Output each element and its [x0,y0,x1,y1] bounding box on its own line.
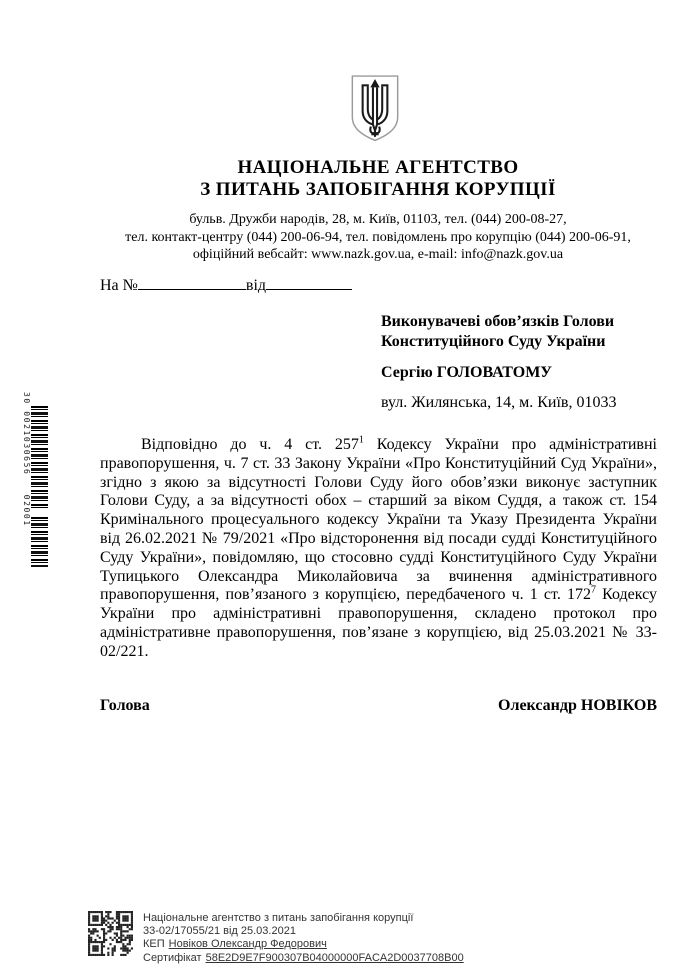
body-part3: Кодексу України про адміністративні правопорушення, складено протокол про адміністративне правопорушення, пов’язане з корупцією, від 25.03.2021 № 33-02/221. [100,586,658,660]
org-title [103,157,653,201]
org-address-line1: бульв. Дружби народів, 28, м. Київ, 01103, тел. (044) 200-08-27, [189,212,567,227]
stamp-signer [143,938,464,951]
org-title-line2: З ПИТАНЬ ЗАПОБІГАННЯ КОРУПЦІЇ [200,179,556,200]
org-address-line2: тел. контакт-центру (044) 200-06-94, тел. повідомлень про корупцію (044) 200-06-91, [125,229,631,245]
org-address-line3: офіційний вебсайт: www.nazk.gov.ua, e-mail: info@nazk.gov.ua [192,247,564,262]
recipient-name: Сергію ГОЛОВАТОМУ [381,364,553,381]
signer-position: Голова [100,697,150,714]
barcode-bars [31,406,48,568]
reference-no-label: На № [100,277,138,294]
stamp-org-name: Національне агентство з питань запобігання корупції [143,912,414,924]
recipient-title-line2: Конституційного Суду України [381,333,606,350]
signature-row [100,697,657,715]
barcode-segment-1 [31,406,48,510]
body-part2: Кодексу України про адміністративні правопорушення, ч. 7 ст. 33 Закону України «Про Конституційний Суд України», згідно з якою за відсутності Голови Суду його обов’язки виконує заступник Голови Суду, а за відсутності обох – старший за віком Суддя, а також ст. 154 Кримінального процесуального кодексу України та Указу Президента України від 26.02.2021 № 79/2021 «Про відсторонення від посади судді Конституційного Суду України», повідомляю, що стосовно судді Конституційного Суду України Тупицького Олександра Миколайовича за вчинення адміністративного правопорушення, пов’язаного з корупцією, передбаченого ч. 1 ст. 172 [100,436,657,604]
reference-no-blank [138,274,246,290]
recipient-title-line1: Виконувачеві обов’язків Голови [381,313,615,330]
body-superscript2: 7 [590,585,596,597]
stamp-certificate [143,952,464,965]
document-barcode [20,392,48,568]
qr-code-svg [88,911,133,956]
body-part1: Відповідно до ч. 4 ст. 257 [141,436,359,453]
reference-date-label: від [245,277,267,294]
barcode-segment-2 [31,517,48,567]
qr-code [88,911,133,956]
org-title-line1: НАЦІОНАЛЬНЕ АГЕНТСТВО [237,157,519,178]
esignature-stamp [143,912,464,965]
org-address [90,211,666,264]
signer-name: Олександр НОВІКОВ [498,697,657,714]
stamp-cert-label: Сертифікат [143,951,202,964]
barcode-digits: 30 0021030656 02001 [22,392,31,527]
barcode-inner [20,392,48,568]
stamp-signer-name: Новіков Олександр Федорович [168,938,327,951]
reference-line [100,274,352,295]
reference-date-blank [266,274,352,290]
recipient-address: вул. Жилянська, 14, м. Київ, 01033 [381,394,617,411]
letter-body [100,436,657,662]
recipient-block [381,312,651,413]
stamp-kep-label: КЕП [143,938,165,951]
stamp-doc-number: 33-02/17055/21 від 25.03.2021 [143,925,296,938]
body-superscript1: 1 [358,434,364,446]
ukraine-trident-emblem-icon [348,74,402,142]
stamp-cert-value: 58E2D9E7F900307B04000000FACA2D0037708B00 [205,951,464,964]
